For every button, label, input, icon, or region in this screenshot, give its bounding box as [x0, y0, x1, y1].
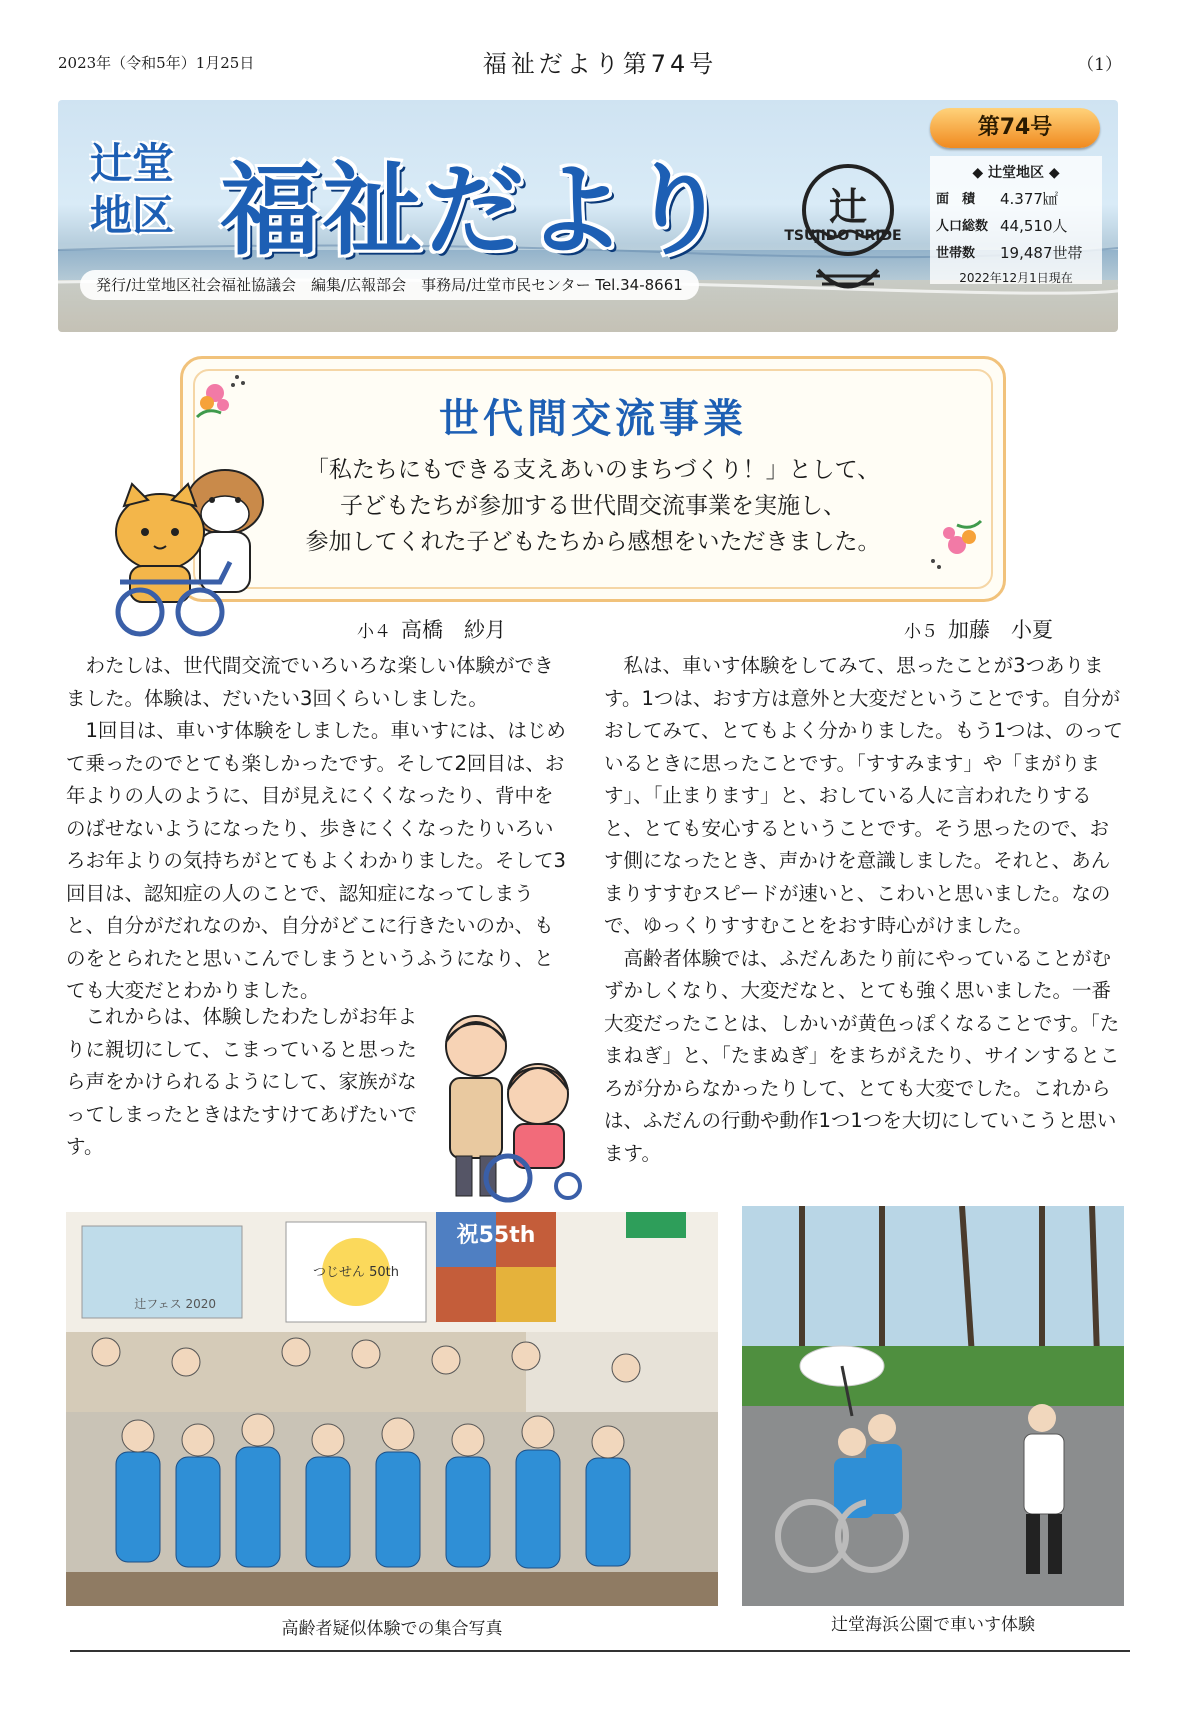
newsletter-running-title: 福祉だより第74号	[482, 50, 718, 78]
intro-line: 「私たちにもできる支えあいのまちづくり！」として、	[305, 457, 881, 483]
paragraph: わたしは、世代間交流でいろいろな楽しい体験ができました。体験は、だいたい3回くらいしました。	[66, 654, 554, 710]
caregiver-and-elder-illustration	[428, 1006, 598, 1206]
district-stats-box	[930, 156, 1102, 284]
stats-heading: ◆ 辻堂地区 ◆	[972, 165, 1060, 181]
intro-line: 参加してくれた子どもたちから感想をいただきました。	[305, 529, 881, 555]
footer-rule	[70, 1650, 1130, 1652]
author-byline	[904, 614, 1053, 644]
banner-text: 辻フェス 2020	[134, 1297, 216, 1311]
stat-value: 4.377㎢	[1000, 190, 1058, 208]
paragraph: 1回目は、車いす体験をしました。車いすには、はじめて乗ったのでとても楽しかったです。そして2回目は、お年よりの人のように、目が見えにくくなったり、背中をのばせないようになったり、歩きにくくなったりいろいろお年よりの気持ちがとてもよくわかりました。そして3回目は、認知症の人のことで、認知症になってしまうと、自分がだれなのか、自分がどこに行きたいのか、ものをとられたと思いこんでしまうというふうになり、とても大変だとわかりました。	[66, 719, 566, 1002]
author-grade: 小４	[357, 622, 391, 642]
svg-text:辻: 辻	[828, 185, 868, 229]
author-grade: 小５	[904, 622, 938, 642]
district-title: 辻堂地区	[90, 139, 175, 240]
stat-row	[936, 215, 1102, 236]
wheelchair-park-photo	[742, 1206, 1124, 1606]
sign-text: つじせん 50th	[312, 1265, 400, 1280]
author-byline	[357, 614, 506, 644]
paragraph: 高齢者体験では、ふだんあたり前にやっていることがむずかしくなり、大変だなと、とても強く思いました。一番大変だったことは、しかいが黄色っぽくなることです。「たまねぎ」と、「たまぬぎ」をまちがえたり、サインするところが分からなかったりして、とても大変でした。これからは、ふだんの行動や動作1つ1つを大切にしていこうと思います。	[604, 946, 1120, 1165]
author-name: 高橋 紗月	[401, 618, 506, 642]
logo-text: TSUJIDO PRIDE	[784, 228, 902, 244]
group-photo	[66, 1212, 718, 1606]
intro-line: 子どもたちが参加する世代間交流事業を実施し、	[340, 493, 846, 519]
stat-value: 19,487世帯	[1000, 244, 1083, 262]
author-name: 加藤 小夏	[948, 618, 1053, 642]
poster-text: 祝55th	[456, 1223, 536, 1248]
masthead-banner	[58, 100, 1118, 332]
stat-label: 人口総数	[936, 219, 989, 234]
stats-date: 2022年12月1日現在	[959, 271, 1073, 285]
flower-decoration-icon	[185, 363, 255, 433]
stat-label: 世帯数	[936, 246, 976, 261]
article-heading: 世代間交流事業	[439, 396, 747, 442]
publisher-line: 発行/辻堂地区社会福祉協議会 編集/広報部会 事務局/辻堂市民センター Tel.34-8661	[80, 270, 699, 300]
stat-value: 44,510人	[1000, 217, 1068, 235]
stat-label: 面 積	[936, 192, 976, 207]
stat-row	[936, 242, 1102, 263]
page-number: （1）	[1077, 55, 1122, 75]
article-body	[604, 650, 1124, 1170]
issue-date: 2023年（令和5年）1月25日	[58, 54, 255, 72]
issue-number-badge: 第74号	[930, 108, 1100, 148]
cat-and-dog-wheelchair-illustration	[100, 462, 270, 642]
stat-row	[936, 188, 1102, 209]
masthead-title: 福祉だより	[220, 152, 730, 269]
article-body	[66, 650, 572, 1008]
paragraph: 私は、車いす体験をしてみて、思ったことが3つあります。1つは、おす方は意外と大変だということです。自分がおしてみて、とてもよく分かりました。もう1つは、のっているときに思ったことです。「すすみます」や「まがります」、「止まります」と、おしている人に言われたりすると、とても安心するということです。そう思ったので、おす側になったとき、声かけを意識しました。それと、あんまりすすむスピードが速いと、こわいと思いました。なので、ゆっくりすすむことをおす時心がけました。	[604, 654, 1123, 937]
flower-decoration-icon	[923, 511, 993, 581]
article-body	[66, 1001, 418, 1164]
intro-box	[180, 356, 1006, 602]
paragraph: これからは、体験したわたしがお年よりに親切にして、こまっていると思ったら声をかけられるようにして、家族がなってしまったときはたすけてあげたいです。	[66, 1005, 418, 1158]
photo-caption: 辻堂海浜公園で車いす体験	[831, 1615, 1035, 1635]
photo-caption: 高齢者疑似体験での集合写真	[281, 1619, 503, 1639]
